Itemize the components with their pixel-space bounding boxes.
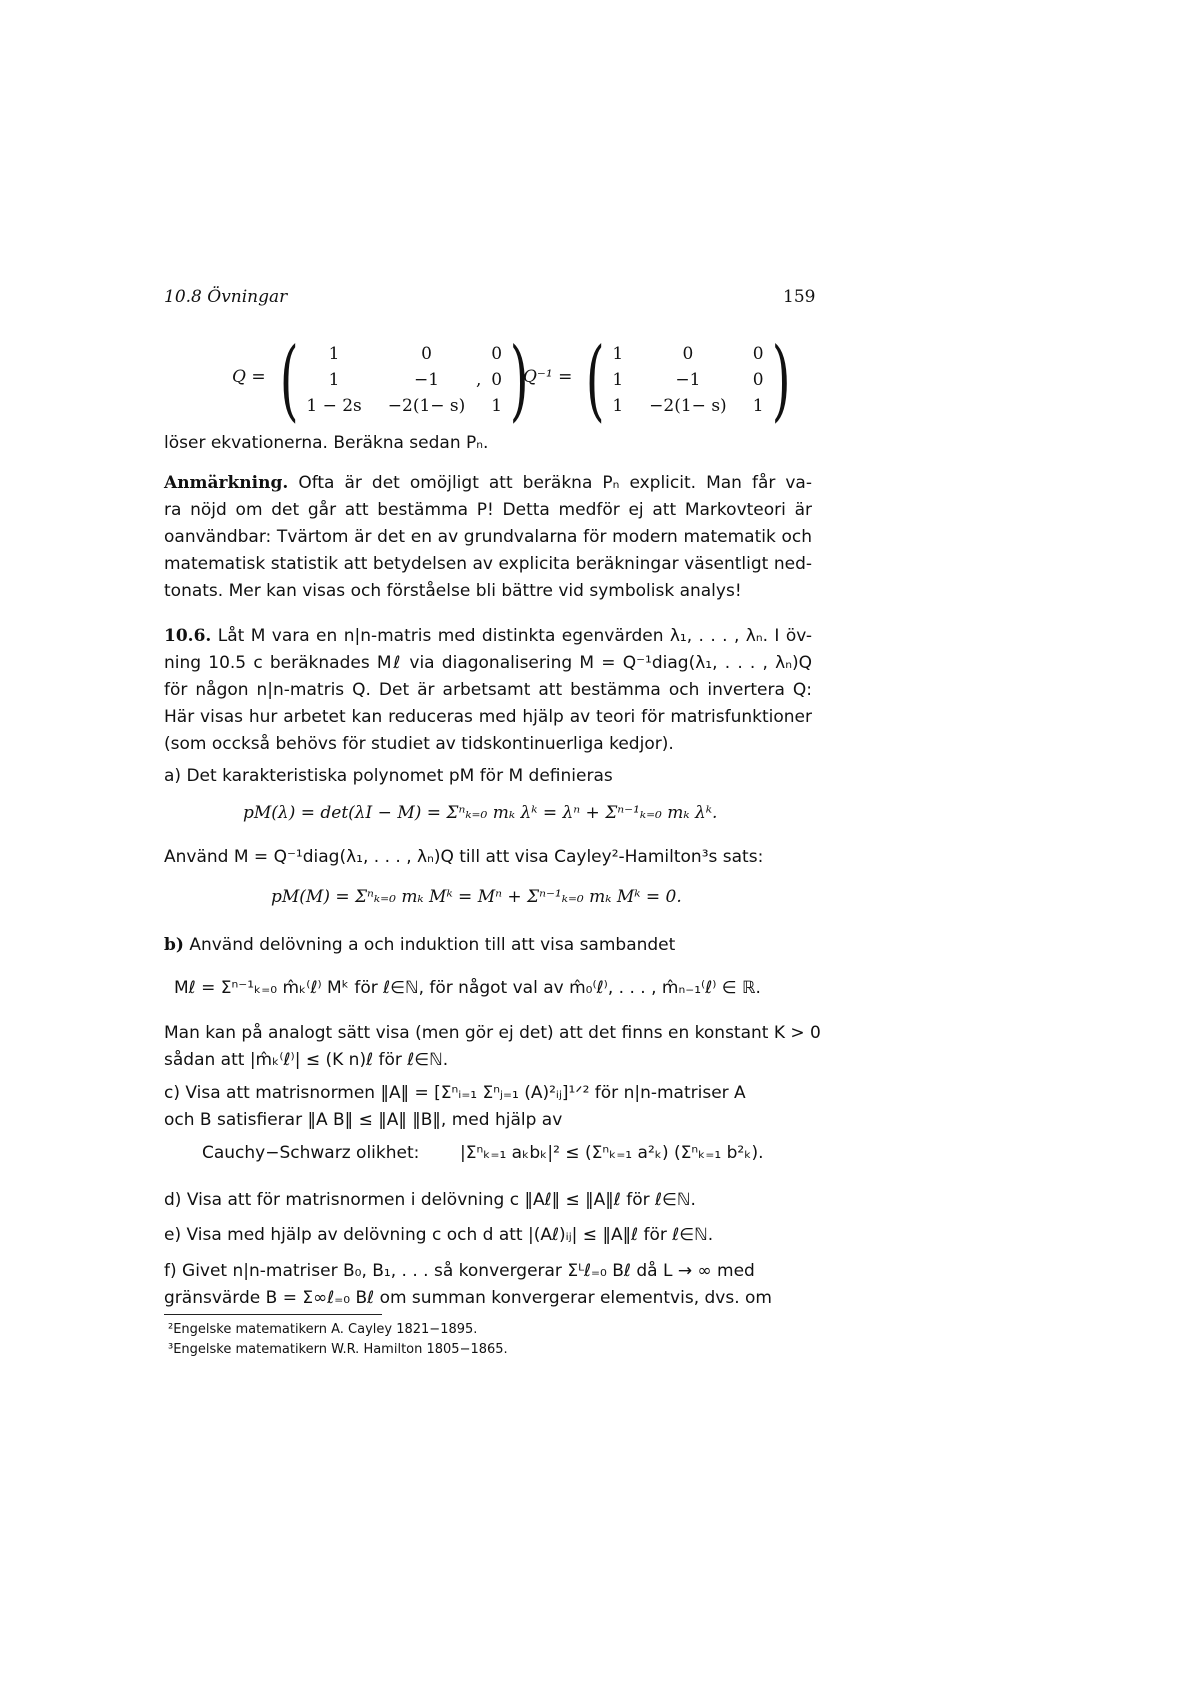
- qinv-cell-1-2: 0: [752, 370, 764, 390]
- footnote-3: ³Engelske matematikern W.R. Hamilton 1805−1865.: [168, 1342, 508, 1357]
- part-b-line-2: Man kan på analogt sätt visa (men gör ej det) att det finns en konstant K > 0: [164, 1023, 821, 1043]
- q-cell-0-0: 1: [328, 344, 340, 364]
- q-cell-2-1: −2(1− s): [387, 396, 466, 416]
- equation-power-expansion: Mℓ = Σⁿ⁻¹ₖ₌₀ m̂ₖ⁽ℓ⁾ Mᵏ för ℓ∈ℕ, för något val av m̂₀⁽ℓ⁾, . . . , m̂ₙ₋₁⁽ℓ⁾ ∈ ℝ.: [174, 978, 761, 998]
- footnote-rule: [164, 1314, 382, 1315]
- part-b-line-3: sådan att |m̂ₖ⁽ℓ⁾| ≤ (K n)ℓ för ℓ∈ℕ.: [164, 1050, 449, 1070]
- part-c-line-1: c) Visa att matrisnormen ‖A‖ = [Σⁿᵢ₌₁ Σⁿⱼ₌₁ (A)²ᵢⱼ]¹ᐟ² för n|n-matriser A: [164, 1083, 746, 1103]
- part-f-line-2: gränsvärde B = Σ∞ℓ₌₀ Bℓ om summan konvergerar elementvis, dvs. om: [164, 1288, 772, 1308]
- exercise-line-2: ning 10.5 c beräknades Mℓ via diagonalisering M = Q⁻¹diag(λ₁, . . . , λₙ)Q: [164, 653, 812, 673]
- part-a-line-1: a) Det karakteristiska polynomet pM för M definieras: [164, 766, 613, 786]
- cauchy-schwarz-label: Cauchy−Schwarz olikhet:: [202, 1143, 420, 1163]
- exercise-heading: 10.6.: [164, 626, 212, 646]
- part-d-line: d) Visa att för matrisnormen i delövning c ‖Aℓ‖ ≤ ‖A‖ℓ för ℓ∈ℕ.: [164, 1190, 696, 1210]
- part-f-line-1: f) Givet n|n-matriser B₀, B₁, . . . så konvergerar Σᴸℓ₌₀ Bℓ då L → ∞ med: [164, 1261, 755, 1281]
- qinv-cell-0-0: 1: [612, 344, 624, 364]
- qinv-label: Q⁻¹ =: [523, 367, 573, 387]
- matrix-q-inverse-cells: [612, 343, 763, 417]
- equation-cauchy-schwarz: |Σⁿₖ₌₁ aₖbₖ|² ≤ (Σⁿₖ₌₁ a²ₖ) (Σⁿₖ₌₁ b²ₖ).: [460, 1143, 764, 1163]
- exercise-line-4: Här visas hur arbetet kan reduceras med hjälp av teori för matrisfunktioner: [164, 707, 812, 727]
- q-cell-2-2: 1: [491, 396, 503, 416]
- remark-line-1: Anmärkning. Ofta är det omöjligt att beräkna Pₙ explicit. Man får va-: [164, 473, 812, 493]
- qinv-cell-2-1: −2(1− s): [649, 396, 727, 416]
- remark-line-2: ra nöjd om det går att bestämma P! Detta medför ej att Markovteori är: [164, 500, 812, 520]
- qinv-cell-2-0: 1: [612, 396, 624, 416]
- q-cell-2-0: 1 − 2s: [306, 396, 362, 416]
- qinv-cell-2-2: 1: [752, 396, 764, 416]
- qinv-cell-1-0: 1: [612, 370, 624, 390]
- remark-line-3: oanvändbar: Tvärtom är det en av grundvalarna för modern matematik och: [164, 527, 812, 547]
- equation-cayley-hamilton: pM(M) = Σⁿₖ₌₀ mₖ Mᵏ = Mⁿ + Σⁿ⁻¹ₖ₌₀ mₖ Mᵏ = 0.: [271, 887, 682, 907]
- q-cell-0-2: 0: [491, 344, 503, 364]
- matrix-q-cells: [306, 343, 502, 417]
- qinv-cell-0-2: 0: [752, 344, 764, 364]
- part-a-line-2: Använd M = Q⁻¹diag(λ₁, . . . , λₙ)Q till att visa Cayley²-Hamilton³s sats:: [164, 847, 764, 867]
- matrix-q-inverse: ( 1 0 0 1 −1 0 1 −2(1− s) 1 ): [585, 328, 791, 431]
- text-line: löser ekvationerna. Beräkna sedan Pₙ.: [164, 433, 489, 453]
- running-header-section: 10.8 Övningar: [164, 287, 288, 307]
- exercise-line-3: för någon n|n-matris Q. Det är arbetsamt att bestämma och invertera Q:: [164, 680, 812, 700]
- qinv-cell-0-1: 0: [682, 344, 694, 364]
- q-cell-0-1: 0: [421, 344, 432, 364]
- part-c-line-2: och B satisfierar ‖A B‖ ≤ ‖A‖ ‖B‖, med hjälp av: [164, 1110, 563, 1130]
- footnote-2: ²Engelske matematikern A. Cayley 1821−1895.: [168, 1322, 478, 1337]
- exercise-line-5: (som occkså behövs för studiet av tidskontinuerliga kedjor).: [164, 734, 674, 754]
- q-cell-1-0: 1: [328, 370, 340, 390]
- q-cell-1-2: 0: [491, 370, 503, 390]
- q-label: Q =: [232, 367, 266, 387]
- exercise-line-1: 10.6. Låt M vara en n|n-matris med distinkta egenvärden λ₁, . . . , λₙ. I öv-: [164, 626, 812, 646]
- part-e-line: e) Visa med hjälp av delövning c och d att |(Aℓ)ᵢⱼ| ≤ ‖A‖ℓ för ℓ∈ℕ.: [164, 1225, 714, 1245]
- part-b-line-1: b) Använd delövning a och induktion till att visa sambandet: [164, 935, 676, 955]
- remark-line-5: tonats. Mer kan visas och förståelse bli bättre vid symbolisk analys!: [164, 581, 742, 601]
- q-cell-1-1: −1: [413, 370, 440, 390]
- remark-heading: Anmärkning.: [164, 473, 289, 493]
- qinv-cell-1-1: −1: [675, 370, 701, 390]
- equation-characteristic-polynomial: pM(λ) = det(λI − M) = Σⁿₖ₌₀ mₖ λᵏ = λⁿ + Σⁿ⁻¹ₖ₌₀ mₖ λᵏ.: [243, 803, 718, 823]
- matrix-q: ( 1 0 0 1 −1 0 1 − 2s −2(1− s) 1 ): [279, 328, 529, 431]
- page-number: 159: [783, 287, 816, 307]
- matrix-comma: ,: [476, 370, 482, 390]
- remark-line-4: matematisk statistik att betydelsen av explicita beräkningar väsentligt ned-: [164, 554, 812, 574]
